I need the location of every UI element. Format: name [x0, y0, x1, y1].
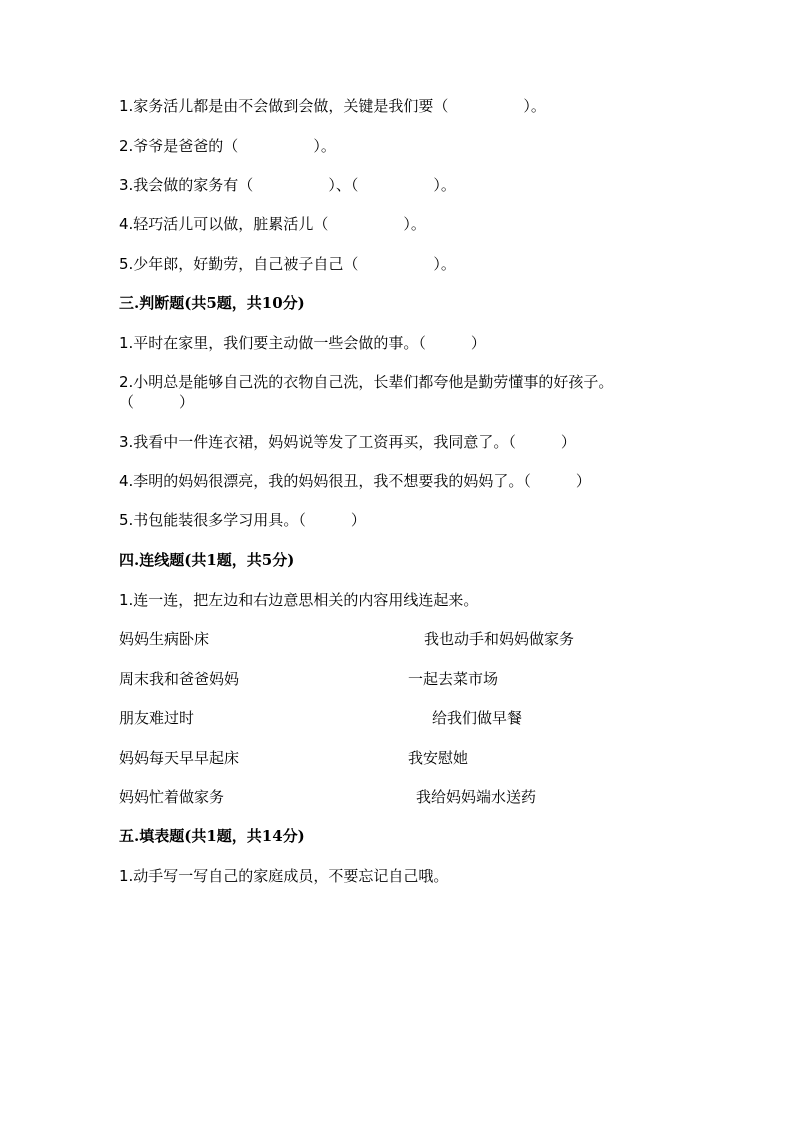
section-judge-heading: 三.判断题(共5题，共10分)	[119, 294, 305, 312]
judge-item-3: 3.我看中一件连衣裙，妈妈说等发了工资再买，我同意了。（ ）	[119, 433, 576, 451]
judge-item-2: 2.小明总是能够自己洗的衣物自己洗，长辈们都夸他是勤劳懂事的好孩子。（ ）	[119, 373, 614, 411]
match-left-item-3: 朋友难过时	[119, 709, 195, 727]
fill-blank-item-2: 2.爷爷是爸爸的（ ）。	[119, 137, 336, 155]
match-right-item-2: 一起去菜市场	[408, 670, 499, 688]
match-left-item-2: 周末我和爸爸妈妈	[119, 670, 240, 688]
judge-item-5: 5.书包能装很多学习用具。（ ）	[119, 511, 366, 529]
match-right-item-5: 我给妈妈端水送药	[416, 788, 537, 806]
match-instruction: 1.连一连，把左边和右边意思相关的内容用线连起来。	[119, 591, 479, 609]
match-left-item-4: 妈妈每天早早起床	[119, 749, 240, 767]
fill-blank-item-5: 5.少年郎，好勤劳，自己被子自己（ ）。	[119, 255, 456, 273]
section-table-heading: 五.填表题(共1题，共14分)	[119, 827, 305, 845]
match-left-item-5: 妈妈忙着做家务	[119, 788, 225, 806]
section-match-heading: 四.连线题(共1题，共5分)	[119, 551, 295, 569]
judge-item-4: 4.李明的妈妈很漂亮，我的妈妈很丑，我不想要我的妈妈了。（ ）	[119, 472, 591, 490]
match-right-item-1: 我也动手和妈妈做家务	[424, 630, 575, 648]
judge-item-1: 1.平时在家里，我们要主动做一些会做的事。（ ）	[119, 334, 486, 352]
fill-blank-item-3: 3.我会做的家务有（ ）、（ ）。	[119, 176, 456, 194]
match-left-item-1: 妈妈生病卧床	[119, 630, 210, 648]
match-right-item-3: 给我们做早餐	[432, 709, 523, 727]
table-instruction: 1.动手写一写自己的家庭成员，不要忘记自己哦。	[119, 867, 449, 885]
fill-blank-item-1: 1.家务活儿都是由不会做到会做，关键是我们要（ ）。	[119, 97, 546, 115]
fill-blank-item-4: 4.轻巧活儿可以做，脏累活儿（ ）。	[119, 215, 426, 233]
match-right-item-4: 我安慰她	[408, 749, 469, 767]
